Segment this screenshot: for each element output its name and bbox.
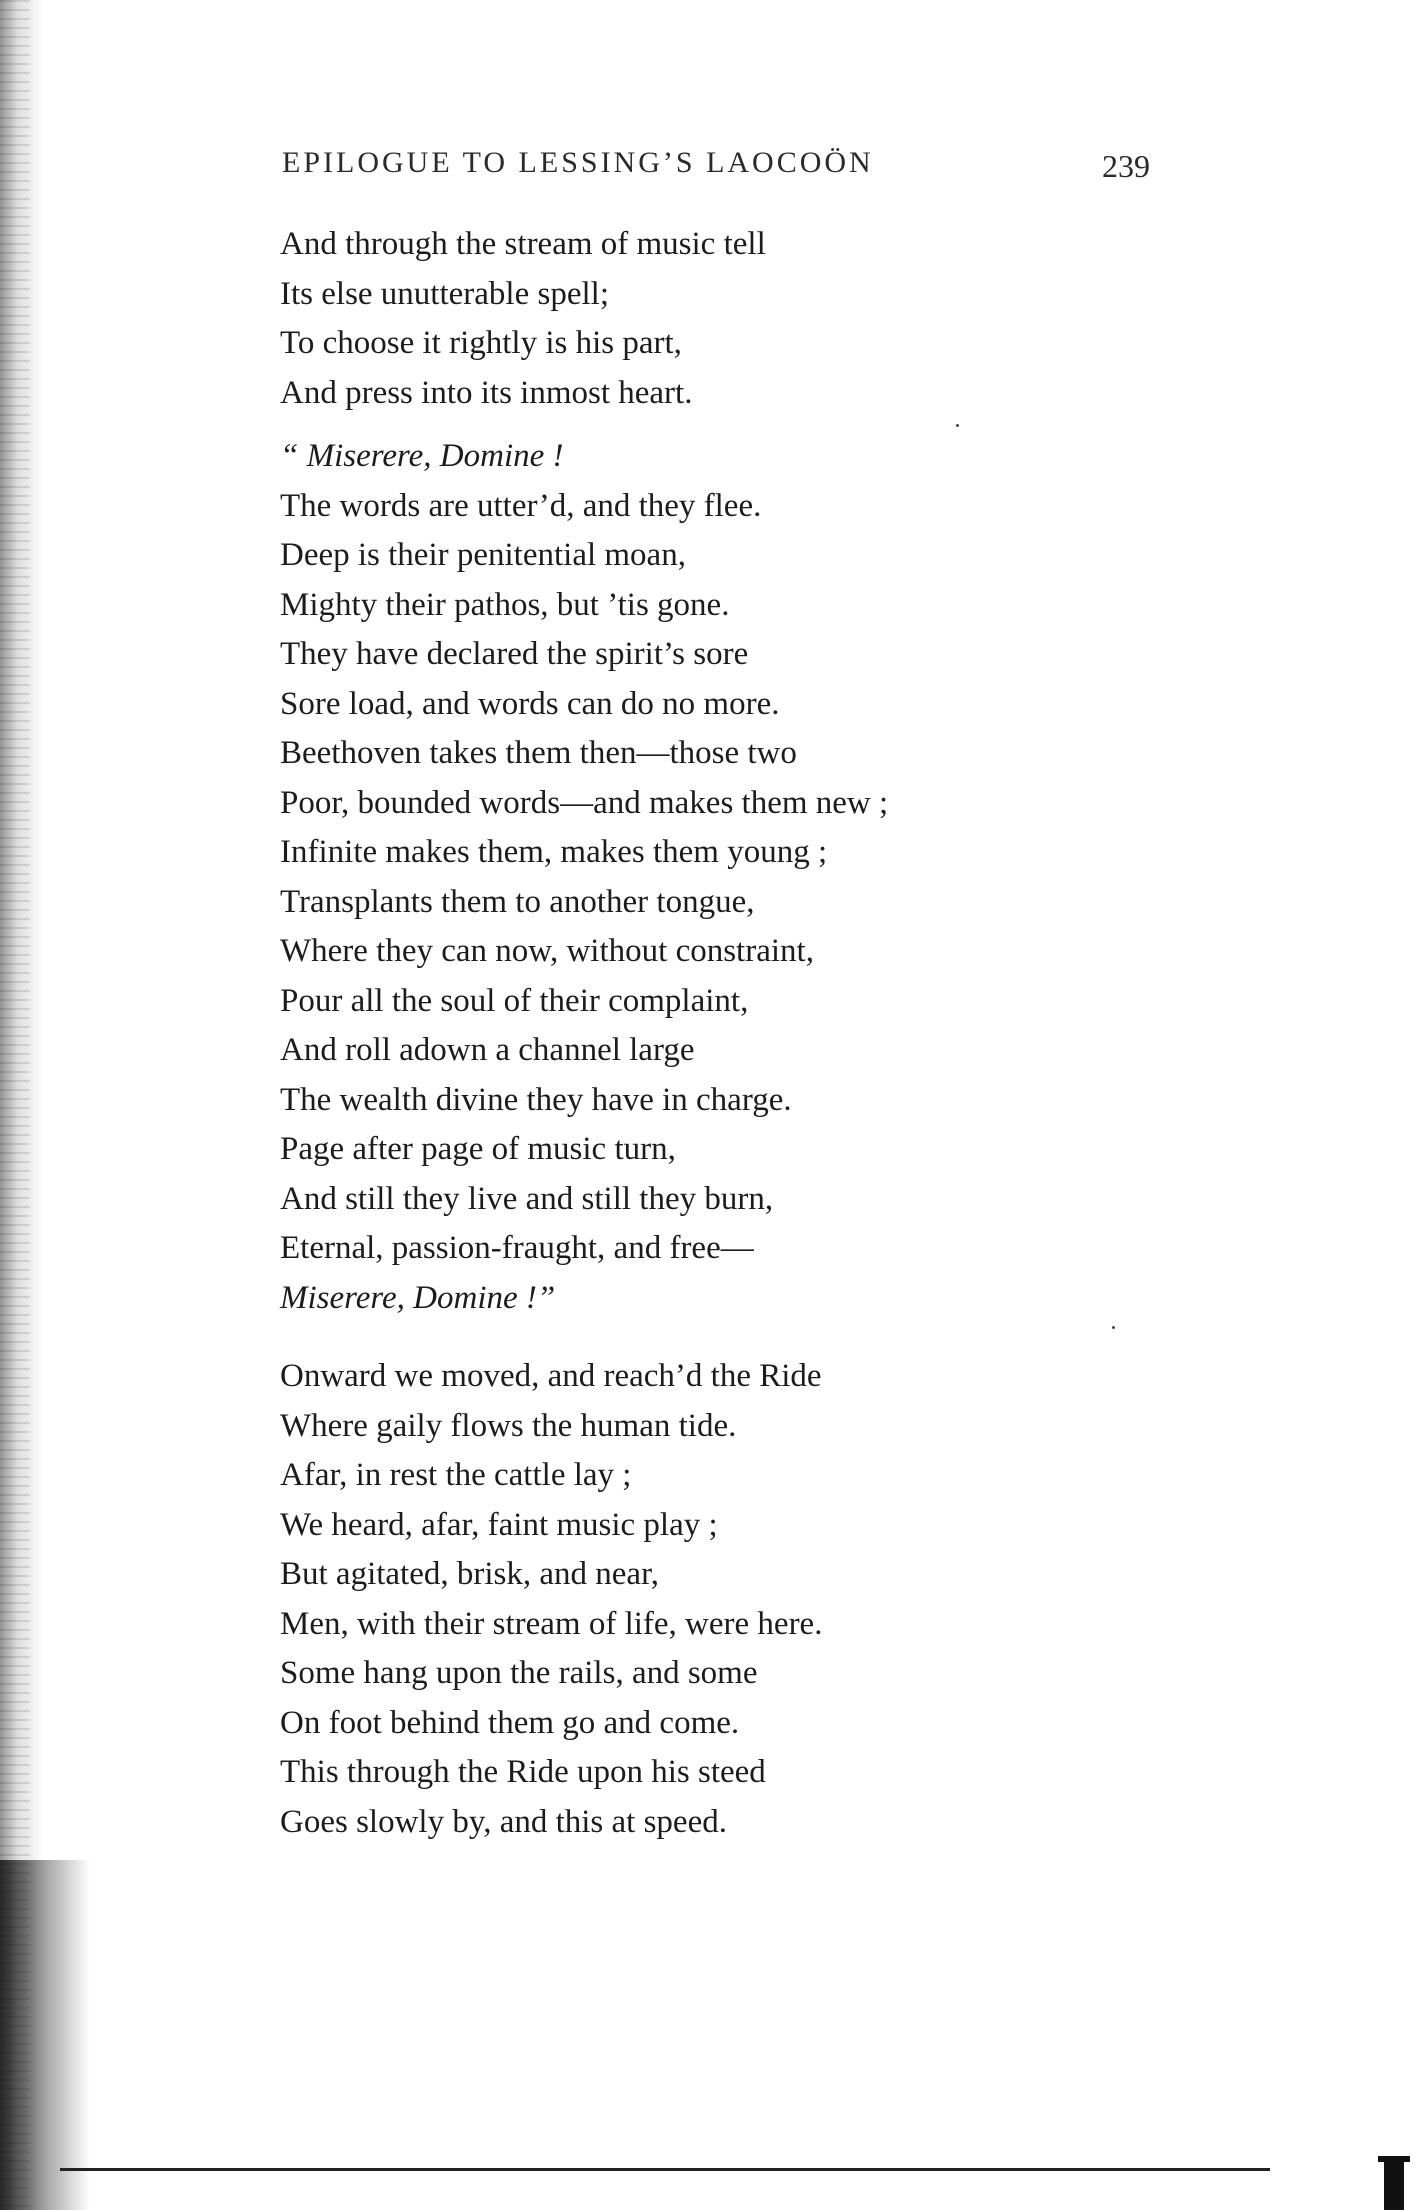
binding-corner-shadow — [0, 1860, 90, 2210]
bottom-edge-line — [60, 2168, 1270, 2171]
poem-line: And through the stream of music tell — [280, 226, 766, 262]
poem-line: Poor, bounded words—and makes them new ; — [280, 784, 889, 821]
poem-line-italic: Miserere, Domine !” — [280, 1279, 556, 1316]
poem-line: Some hang upon the rails, and some — [280, 1655, 758, 1691]
page-edge-mark — [1384, 2158, 1404, 2210]
poem-line: This through the Ride upon his steed — [280, 1754, 766, 1790]
poem-line: Infinite makes them, makes them young ; — [280, 834, 828, 870]
poem-line: And press into its inmost heart. — [280, 374, 693, 411]
poem-line: Page after page of music turn, — [280, 1131, 676, 1167]
poem-line: Its else unutterable spell; — [280, 275, 609, 312]
poem-line: They have declared the spirit’s sore — [280, 636, 749, 672]
poem-line: Deep is their penitential moan, — [280, 537, 686, 573]
poem-line: Eternal, passion-fraught, and free— — [280, 1230, 754, 1266]
poem-line: And still they live and still they burn, — [280, 1180, 774, 1217]
poem-line: Sore load, and words can do no more. — [280, 685, 780, 722]
poem-line: Where they can now, without constraint, — [280, 933, 814, 969]
stanza-3 — [280, 1352, 822, 1847]
page-number: 239 — [1102, 148, 1150, 184]
poem-line-italic: “ Miserere, Domine ! — [280, 438, 564, 474]
poem-line: But agitated, brisk, and near, — [280, 1556, 659, 1592]
poem-line: Afar, in rest the cattle lay ; — [280, 1457, 632, 1493]
poem-line: And roll adown a channel large — [280, 1032, 695, 1068]
print-speck — [956, 424, 959, 427]
stanza-2 — [280, 432, 888, 1323]
poem-line: Onward we moved, and reach’d the Ride — [280, 1358, 822, 1394]
poem-line: The words are utter’d, and they flee. — [280, 487, 762, 524]
poem-line: The wealth divine they have in charge. — [280, 1081, 792, 1118]
running-title: EPILOGUE TO LESSING’S LAOCOÖN — [282, 146, 874, 179]
poem-line: Men, with their stream of life, were here. — [280, 1605, 823, 1642]
poem-line: Goes slowly by, and this at speed. — [280, 1803, 727, 1840]
poem-line: On foot behind them go and come. — [280, 1704, 740, 1741]
print-speck — [1112, 1326, 1115, 1329]
poem-line: Beethoven takes them then—those two — [280, 735, 797, 771]
poem-line: Transplants them to another tongue, — [280, 883, 755, 920]
poem-line: We heard, afar, faint music play ; — [280, 1506, 718, 1543]
poem-line: Mighty their pathos, but ’tis gone. — [280, 586, 730, 623]
poem-line: Where gaily flows the human tide. — [280, 1407, 737, 1444]
poem-line: Pour all the soul of their complaint, — [280, 982, 749, 1019]
stanza-1 — [280, 220, 766, 418]
poem-line: To choose it rightly is his part, — [280, 325, 682, 361]
